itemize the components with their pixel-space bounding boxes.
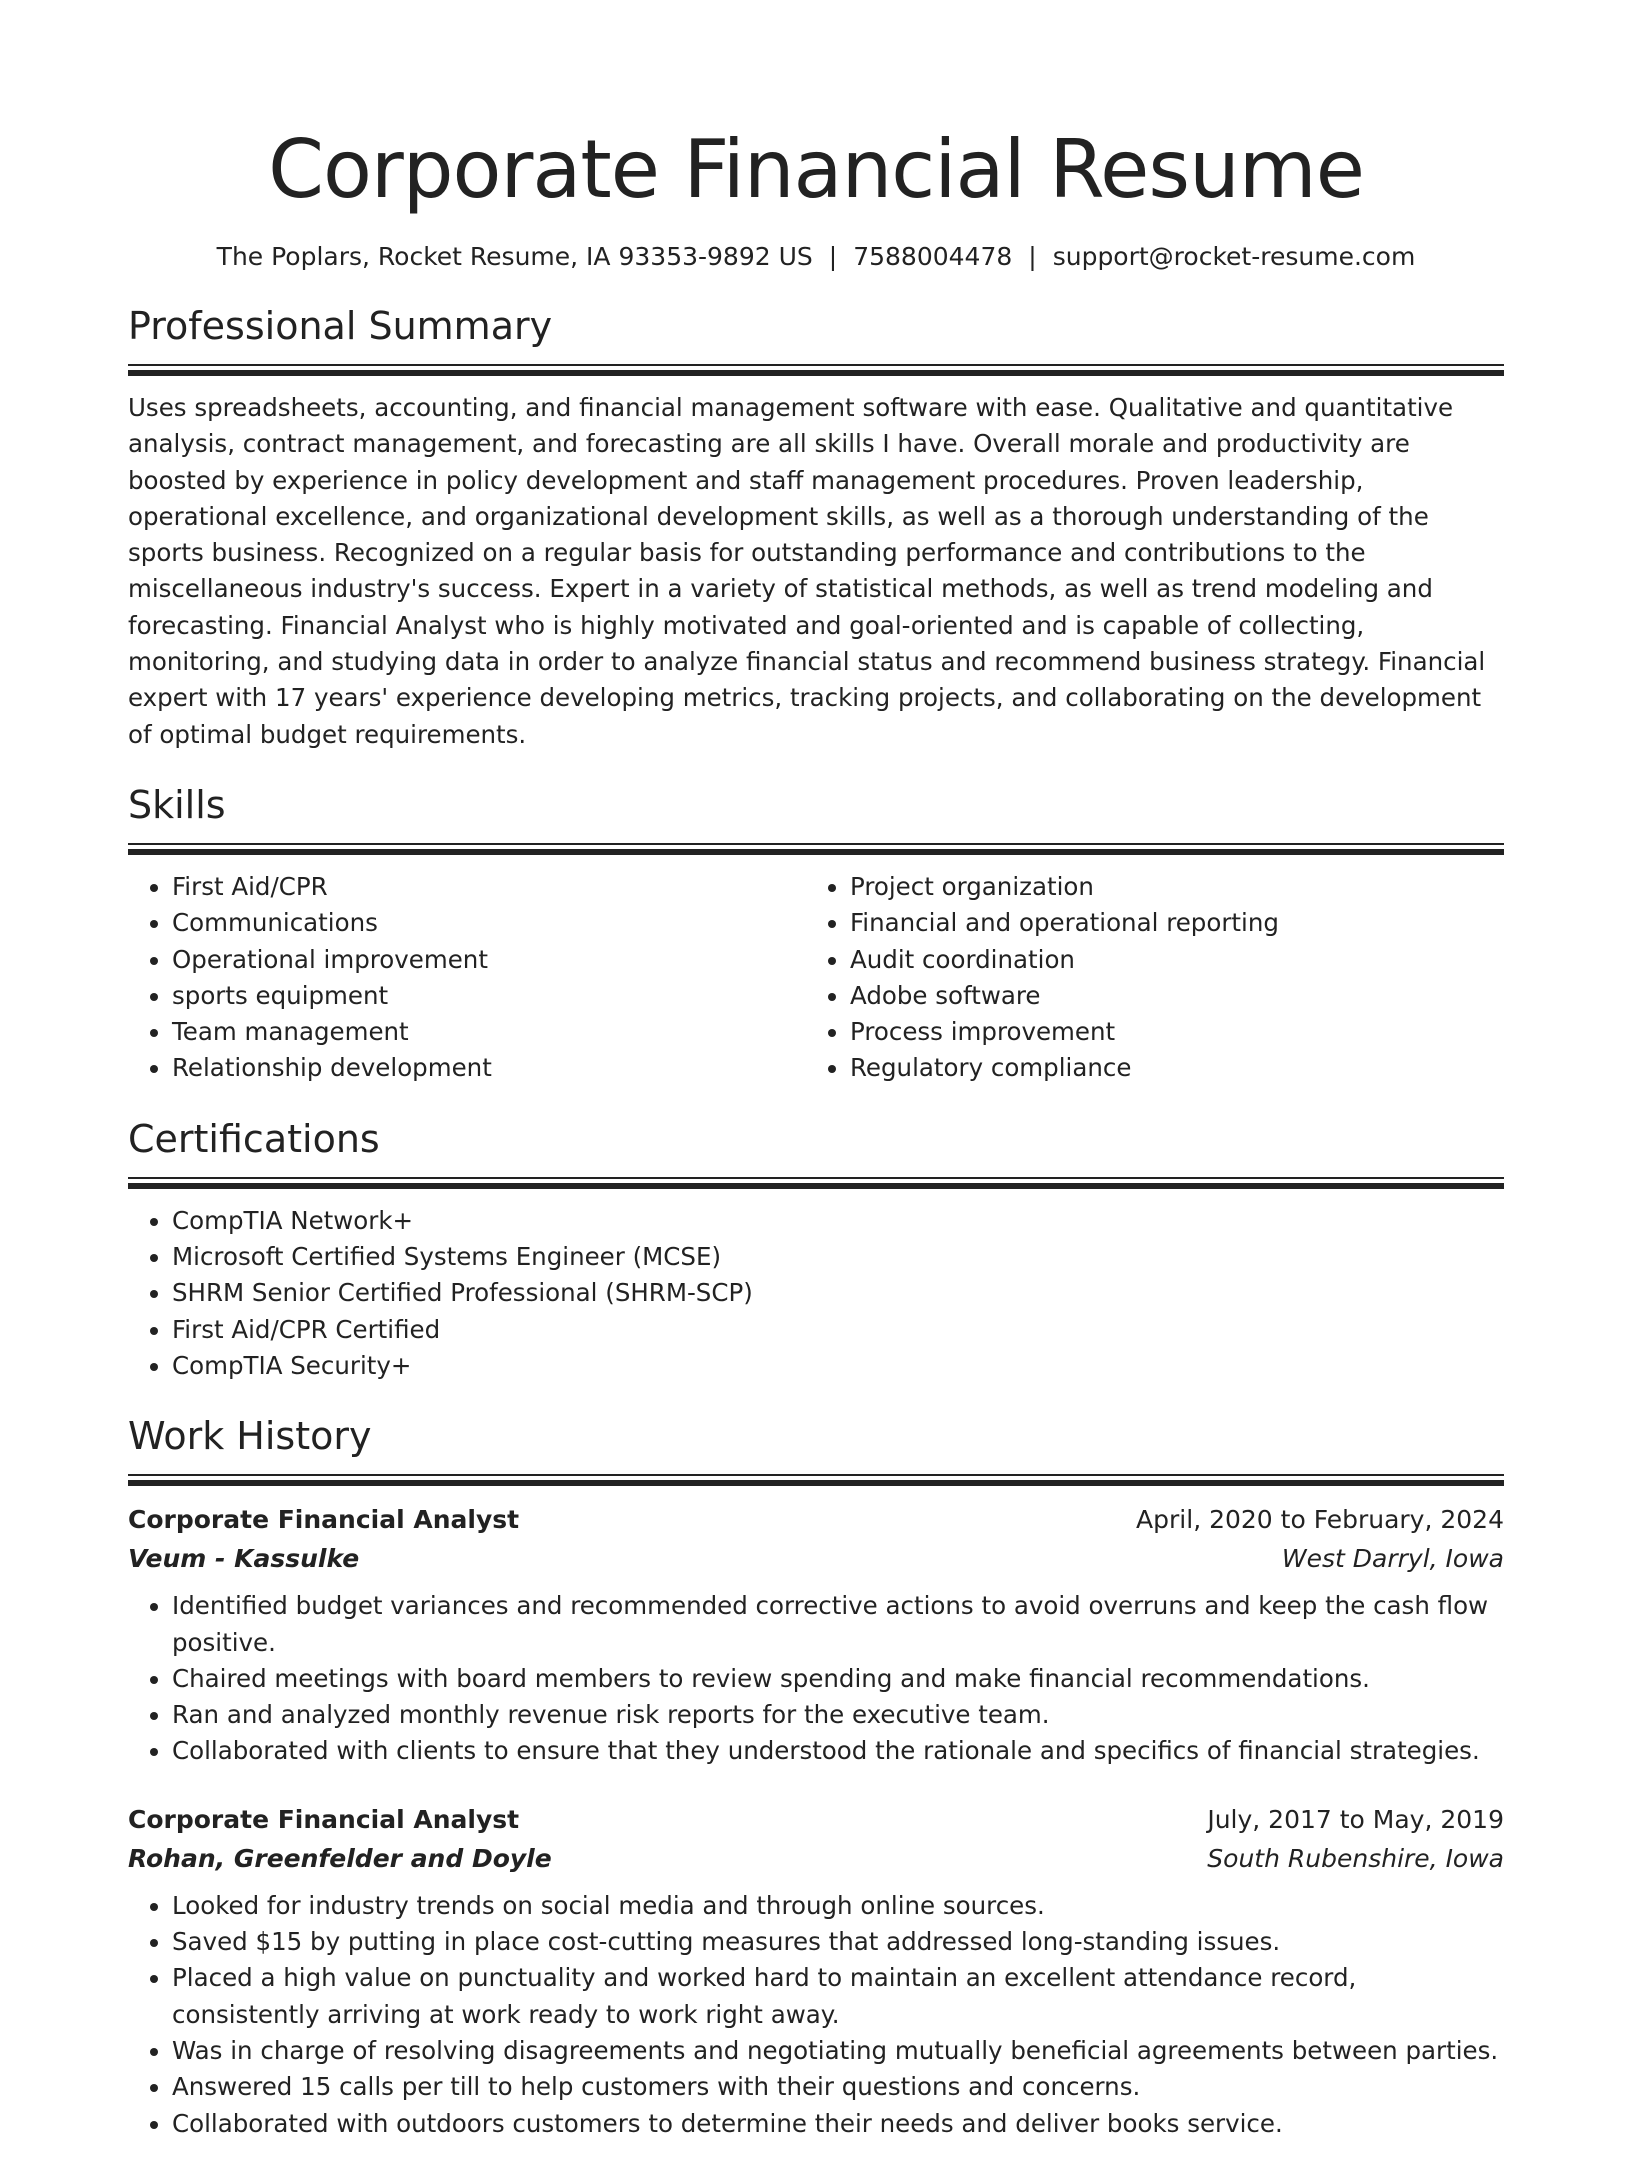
job-bullet: • Ran and analyzed monthly revenue risk reports for the executive team.	[172, 1697, 1504, 1733]
summary-section-header	[128, 300, 1504, 376]
section-divider	[128, 1177, 1504, 1189]
certification-item: • CompTIA Network+	[172, 1203, 1504, 1239]
skill-item: • First Aid/CPR	[172, 869, 806, 905]
job-entry	[128, 1500, 1504, 1769]
job-header-row	[128, 1800, 1504, 1839]
job-dates: April, 2020 to February, 2024	[1136, 1505, 1504, 1535]
certifications-section-header	[128, 1113, 1504, 1189]
job-header-row	[128, 1500, 1504, 1539]
job-bullet: • Answered 15 calls per till to help customers with their questions and concerns.	[172, 2069, 1504, 2105]
contact-email: support@rocket-resume.com	[1052, 242, 1416, 271]
skill-item: • Operational improvement	[172, 942, 806, 978]
summary-section-title: Professional Summary	[128, 304, 553, 348]
skill-item: • Team management	[172, 1014, 806, 1050]
job-bullet: • Was in charge of resolving disagreements and negotiating mutually beneficial agreements between parties.	[172, 2033, 1504, 2069]
job-bullet: • Looked for industry trends on social media and through online sources.	[172, 1888, 1504, 1924]
job-company-row	[128, 1839, 1504, 1878]
job-bullets	[128, 1588, 1504, 1769]
job-company: Rohan, Greenfelder and Doyle	[128, 1843, 552, 1873]
skills-section-header	[128, 779, 1504, 855]
certification-item: • First Aid/CPR Certified	[172, 1312, 1504, 1348]
skill-item: • Audit coordination	[850, 942, 1484, 978]
summary-text: Uses spreadsheets, accounting, and financial management software with ease. Qualitative and quantitative analysis, contract management, and forecasting are all skills I have. Overall morale and productivity are boosted by experience in policy development and staff management procedures. Proven leadership, operational excellence, and organizational development skills, as well as a thorough understanding of the sports business. Recognized on a regular basis for outstanding performance and contributions to the miscellaneous industry's success. Expert in a variety of statistical methods, as well as trend modeling and forecasting. Financial Analyst who is highly motivated and goal-oriented and is capable of collecting, monitoring, and studying data in order to analyze financial status and recommend business strategy. Financial expert with 17 years' experience developing metrics, tracking projects, and collaborating on the development of optimal budget requirements.	[128, 393, 1486, 749]
skills-list	[128, 869, 1504, 1087]
certifications-section-title: Certifications	[128, 1116, 380, 1161]
skill-item: • Relationship development	[172, 1050, 806, 1086]
certifications-list	[128, 1203, 1504, 1384]
contact-separator: |	[828, 242, 838, 271]
certification-item: • Microsoft Certified Systems Engineer (MCSE)	[172, 1239, 1504, 1275]
skills-column-left	[128, 869, 806, 1087]
job-location: West Darryl, Iowa	[1281, 1544, 1504, 1574]
skill-item: • Project organization	[850, 869, 1484, 905]
job-company-row	[128, 1539, 1504, 1578]
section-divider	[128, 364, 1504, 376]
skills-section-title: Skills	[128, 782, 226, 827]
section-divider	[128, 1474, 1504, 1486]
section-divider	[128, 843, 1504, 855]
job-title: Corporate Financial Analyst	[128, 1804, 520, 1834]
job-bullet: • Identified budget variances and recommended corrective actions to avoid overruns and keep the cash flow positive.	[172, 1588, 1504, 1661]
work-section-header	[128, 1410, 1504, 1486]
job-bullets	[128, 1888, 1504, 2142]
job-bullet: • Placed a high value on punctuality and worked hard to maintain an excellent attendance record, consistently arriving at work ready to work right away.	[172, 1960, 1504, 2033]
skill-item: • Adobe software	[850, 978, 1484, 1014]
contact-address: The Poplars, Rocket Resume, IA 93353-9892 US	[216, 242, 813, 271]
certification-item: • SHRM Senior Certified Professional (SHRM-SCP)	[172, 1275, 1504, 1311]
contact-line	[128, 240, 1504, 274]
work-section-title: Work History	[128, 1414, 372, 1459]
skill-item: • sports equipment	[172, 978, 806, 1014]
job-location: South Rubenshire, Iowa	[1207, 1843, 1504, 1873]
job-bullet: • Collaborated with outdoors customers to determine their needs and deliver books service.	[172, 2106, 1504, 2142]
job-company: Veum - Kassulke	[128, 1544, 360, 1574]
resume-name: Corporate Financial Resume	[268, 123, 1364, 216]
skill-item: • Communications	[172, 905, 806, 941]
contact-separator: |	[1028, 242, 1037, 271]
job-dates: July, 2017 to May, 2019	[1207, 1804, 1504, 1834]
job-bullet: • Saved $15 by putting in place cost-cutting measures that addressed long-standing issues.	[172, 1924, 1504, 1960]
job-bullet: • Chaired meetings with board members to review spending and make financial recommendations.	[172, 1661, 1504, 1697]
skill-item: • Financial and operational reporting	[850, 905, 1484, 941]
contact-phone: 7588004478	[853, 242, 1013, 271]
job-bullet: • Collaborated with clients to ensure that they understood the rationale and specifics of financial strategies.	[172, 1733, 1504, 1769]
skills-column-right	[806, 869, 1484, 1087]
resume-page	[128, 118, 1504, 2172]
job-title: Corporate Financial Analyst	[128, 1505, 520, 1535]
job-entry	[128, 1800, 1504, 2142]
certification-item: • CompTIA Security+	[172, 1348, 1504, 1384]
skill-item: • Process improvement	[850, 1014, 1484, 1050]
skill-item: • Regulatory compliance	[850, 1050, 1484, 1086]
